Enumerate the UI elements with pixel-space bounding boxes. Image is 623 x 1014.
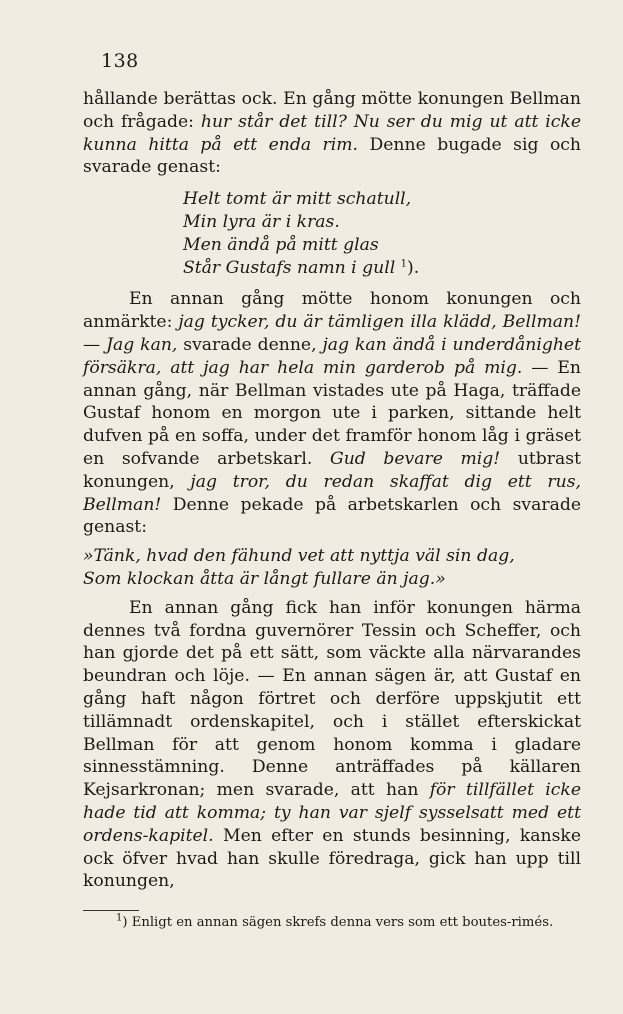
- quote-verse: [83, 545, 581, 591]
- p2-italic-f: jag kan ändå i underdånighet försäkra, att jag har hela min garderob på mig.: [83, 334, 581, 378]
- verse-line: Helt tomt är mitt schatull,: [183, 189, 412, 210]
- footnote-divider: [83, 910, 139, 911]
- verse-line: Min lyra är i kras.: [183, 211, 340, 232]
- p3-text-c: Men efter en stunds besinning, kanske ock öfver hvad han skulle föredraga, gick han upp till konungen,: [83, 825, 581, 892]
- page-number: 138: [101, 50, 139, 72]
- p2-italic-d: Jag kan,: [106, 334, 178, 355]
- p3-text-a: En annan gång fick han inför konungen härma dennes två fordna guvernörer Tessin och Scheffer, och han gjorde det på ett sätt, som väckte alla närvarandes beundran och löje. — En annan sägen är, att Gustaf en gång haft någon förtret och derföre uppskjutit ett tillämnadt ordenskapitel, och i stället efterskickat Bellman för att genom honom komma i gladare sinnesstämning. Denne anträffades på källaren Kejsarkronan; men svarade, att han: [83, 597, 581, 801]
- paragraph-3: [83, 597, 581, 893]
- p2-italic-h: Gud bevare mig!: [329, 448, 501, 469]
- footnote-mark: 1: [116, 912, 123, 924]
- paragraph-1: [83, 88, 581, 179]
- p2-text-e: svarade denne,: [177, 334, 323, 355]
- paragraph-2: [83, 288, 581, 539]
- p2-italic-b: jag tycker, du är tämligen illa klädd, Bellman!: [178, 312, 581, 333]
- verse-line-last: [183, 257, 581, 280]
- p3-italic-b: för tillfället icke hade tid att komma; ty han var sjelf sysselsatt med ett ordens-kapitel.: [83, 780, 582, 846]
- verse-line: Men ändå på mitt glas: [183, 234, 379, 255]
- p1-text-c: Denne bugade sig och svarade genast:: [83, 134, 581, 178]
- p2-text-i: utbrast konungen,: [83, 448, 581, 492]
- quote-line: »Tänk, hvad den fähund vet att nyttja väl sin dag,: [83, 546, 515, 567]
- p2-italic-j: jag tror, du redan skaffat dig ett rus, Bellman!: [83, 471, 581, 515]
- p1-italic-quote: hur står det till? Nu ser du mig ut att icke kunna hitta på ett enda rim.: [83, 111, 581, 155]
- verse-1: [183, 188, 581, 279]
- main-text: [83, 88, 581, 893]
- p2-text-a: En annan gång mötte honom konungen och anmärkte:: [83, 289, 581, 333]
- verse-line-end: ).: [407, 257, 420, 278]
- p1-text-a: hållande berättas ock. En gång mötte konungen Bellman och frågade:: [83, 89, 581, 132]
- quote-line: Som klockan åtta är långt fullare än jag.»: [83, 568, 446, 589]
- footnote-text: ) Enligt en annan sägen skrefs denna vers som ett boutes-rimés.: [122, 915, 554, 930]
- verse-line-text: Står Gustafs namn i gull: [183, 257, 396, 278]
- footnote-ref: 1: [400, 257, 408, 269]
- p2-text-c: —: [83, 334, 107, 355]
- p2-text-g: — En annan gång, när Bellman vistades ute på Haga, träffade Gustaf honom en morgon ute i parken, sittande helt dufven på en soffa, under det framför honom låg i gräset en sofvande arbetskarl.: [83, 357, 582, 469]
- footnote-body: [83, 914, 581, 932]
- footnote: [83, 914, 581, 932]
- p2-text-k: Denne pekade på arbetskarlen och svarade genast:: [83, 494, 581, 538]
